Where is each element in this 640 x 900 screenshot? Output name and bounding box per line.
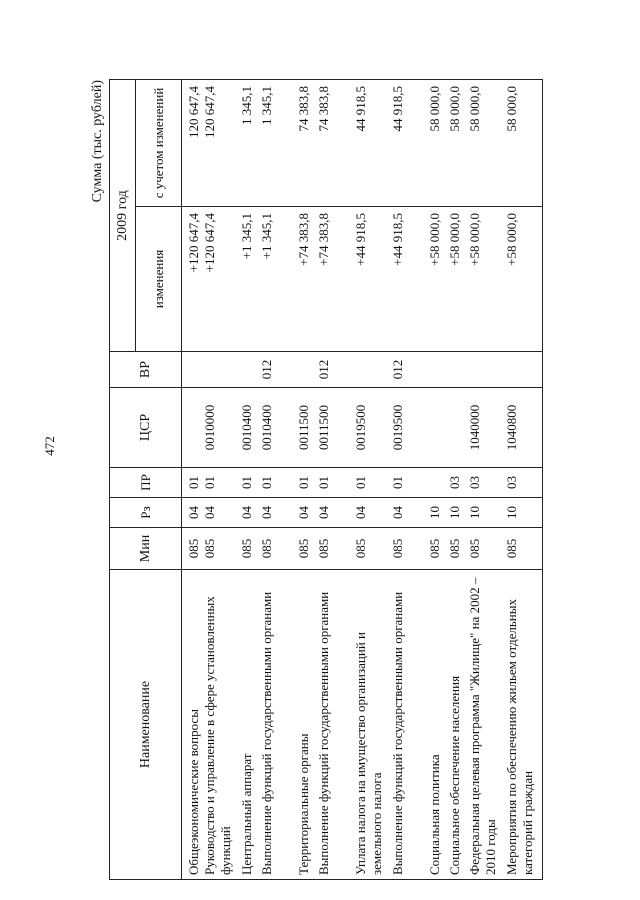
table-row: [504, 80, 543, 880]
row-rz: 04: [202, 498, 239, 528]
row-min: 085: [390, 528, 427, 570]
table-row: [447, 80, 467, 880]
row-changes: +74 383,8: [296, 207, 316, 352]
row-csr: 0019500: [390, 388, 427, 468]
row-name: Социальная политика: [427, 570, 447, 880]
row-total: 58 000,0: [427, 80, 447, 207]
header-with-changes: с учетом изменений: [136, 80, 182, 207]
row-vr: [239, 352, 259, 388]
row-csr: 0019500: [353, 388, 390, 468]
table-row: [239, 80, 259, 880]
row-rz: 10: [427, 498, 447, 528]
row-min: 085: [316, 528, 353, 570]
row-rz: 04: [296, 498, 316, 528]
row-pr: 01: [239, 468, 259, 498]
row-pr: 03: [504, 468, 543, 498]
row-rz: 04: [239, 498, 259, 528]
table-row: [259, 80, 296, 880]
row-vr: [296, 352, 316, 388]
row-min: 085: [296, 528, 316, 570]
row-total: 44 918,5: [353, 80, 390, 207]
amount-caption: Сумма (тыс. рублей): [90, 80, 105, 203]
row-name: Выполнение функций государственными органами: [316, 570, 353, 880]
row-pr: 01: [296, 468, 316, 498]
row-min: 085: [447, 528, 467, 570]
row-csr: 0010000: [202, 388, 239, 468]
header-year: 2009 год: [110, 80, 136, 352]
row-changes: +58 000,0: [447, 207, 467, 352]
header-pr: ПР: [110, 468, 182, 498]
row-changes: +120 647,4: [202, 207, 239, 352]
row-min: 085: [353, 528, 390, 570]
row-vr: 012: [390, 352, 427, 388]
row-total: 74 383,8: [296, 80, 316, 207]
row-rz: 04: [353, 498, 390, 528]
row-vr: [447, 352, 467, 388]
row-vr: [504, 352, 543, 388]
row-vr: [467, 352, 504, 388]
row-total: 58 000,0: [467, 80, 504, 207]
row-name: Центральный аппарат: [239, 570, 259, 880]
row-changes: +1 345,1: [239, 207, 259, 352]
row-vr: [202, 352, 239, 388]
row-csr: 1040800: [504, 388, 543, 468]
row-name: Руководство и управление в сфере установленных функций: [202, 570, 239, 880]
header-min: Мин: [110, 528, 182, 570]
header-csr: ЦСР: [110, 388, 182, 468]
header-name: Наименование: [110, 570, 182, 880]
table-row: [467, 80, 504, 880]
header-vr: ВР: [110, 352, 182, 388]
row-pr: 03: [467, 468, 504, 498]
table-row: [296, 80, 316, 880]
table-row: [427, 80, 447, 880]
row-changes: +58 000,0: [427, 207, 447, 352]
row-vr: 012: [316, 352, 353, 388]
row-changes: +120 647,4: [182, 207, 203, 352]
row-csr: 1040000: [467, 388, 504, 468]
row-changes: +74 383,8: [316, 207, 353, 352]
row-csr: 0010400: [239, 388, 259, 468]
row-csr: 0011500: [316, 388, 353, 468]
row-changes: +44 918,5: [390, 207, 427, 352]
row-min: 085: [467, 528, 504, 570]
table-row: [182, 80, 203, 880]
row-vr: [427, 352, 447, 388]
row-pr: 01: [202, 468, 239, 498]
row-changes: +44 918,5: [353, 207, 390, 352]
row-total: 58 000,0: [447, 80, 467, 207]
table-row: [390, 80, 427, 880]
row-rz: 10: [504, 498, 543, 528]
row-min: 085: [504, 528, 543, 570]
row-vr: [353, 352, 390, 388]
row-name: Территориальные органы: [296, 570, 316, 880]
row-min: 085: [239, 528, 259, 570]
row-changes: +58 000,0: [504, 207, 543, 352]
row-csr: [427, 388, 447, 468]
row-total: 58 000,0: [504, 80, 543, 207]
row-rz: 04: [316, 498, 353, 528]
row-rz: 10: [467, 498, 504, 528]
row-rz: 04: [259, 498, 296, 528]
row-name: Выполнение функций государственными органами: [259, 570, 296, 880]
row-total: 1 345,1: [239, 80, 259, 207]
table-row: [353, 80, 390, 880]
row-name: Уплата налога на имущество организаций и земельного налога: [353, 570, 390, 880]
row-total: 120 647,4: [202, 80, 239, 207]
row-name: Федеральная целевая программа "Жилище" на 2002 – 2010 годы: [467, 570, 504, 880]
header-rz: Рз: [110, 498, 182, 528]
table-row: [316, 80, 353, 880]
budget-table: [109, 79, 543, 880]
row-total: 74 383,8: [316, 80, 353, 207]
row-rz: 04: [182, 498, 203, 528]
row-vr: 012: [259, 352, 296, 388]
row-pr: 01: [390, 468, 427, 498]
row-csr: [447, 388, 467, 468]
row-min: 085: [182, 528, 203, 570]
row-pr: 01: [353, 468, 390, 498]
row-vr: [182, 352, 203, 388]
row-min: 085: [259, 528, 296, 570]
row-pr: 01: [182, 468, 203, 498]
row-changes: +58 000,0: [467, 207, 504, 352]
row-total: 1 345,1: [259, 80, 296, 207]
row-total: 44 918,5: [390, 80, 427, 207]
row-pr: 01: [259, 468, 296, 498]
row-min: 085: [202, 528, 239, 570]
row-csr: 0010400: [259, 388, 296, 468]
table-row: [202, 80, 239, 880]
page-number: 472: [42, 436, 57, 456]
row-changes: +1 345,1: [259, 207, 296, 352]
row-csr: 0011500: [296, 388, 316, 468]
row-rz: 04: [390, 498, 427, 528]
row-pr: 01: [316, 468, 353, 498]
row-name: Социальное обеспечение населения: [447, 570, 467, 880]
rotated-table-area: [85, 40, 585, 880]
header-changes: изменения: [136, 207, 182, 352]
row-name: Мероприятия по обеспечению жильем отдельных категорий граждан: [504, 570, 543, 880]
row-total: 120 647,4: [182, 80, 203, 207]
row-csr: [182, 388, 203, 468]
row-name: Выполнение функций государственными органами: [390, 570, 427, 880]
row-name: Общеэкономические вопросы: [182, 570, 203, 880]
row-rz: 10: [447, 498, 467, 528]
row-pr: 03: [447, 468, 467, 498]
row-min: 085: [427, 528, 447, 570]
row-pr: [427, 468, 447, 498]
